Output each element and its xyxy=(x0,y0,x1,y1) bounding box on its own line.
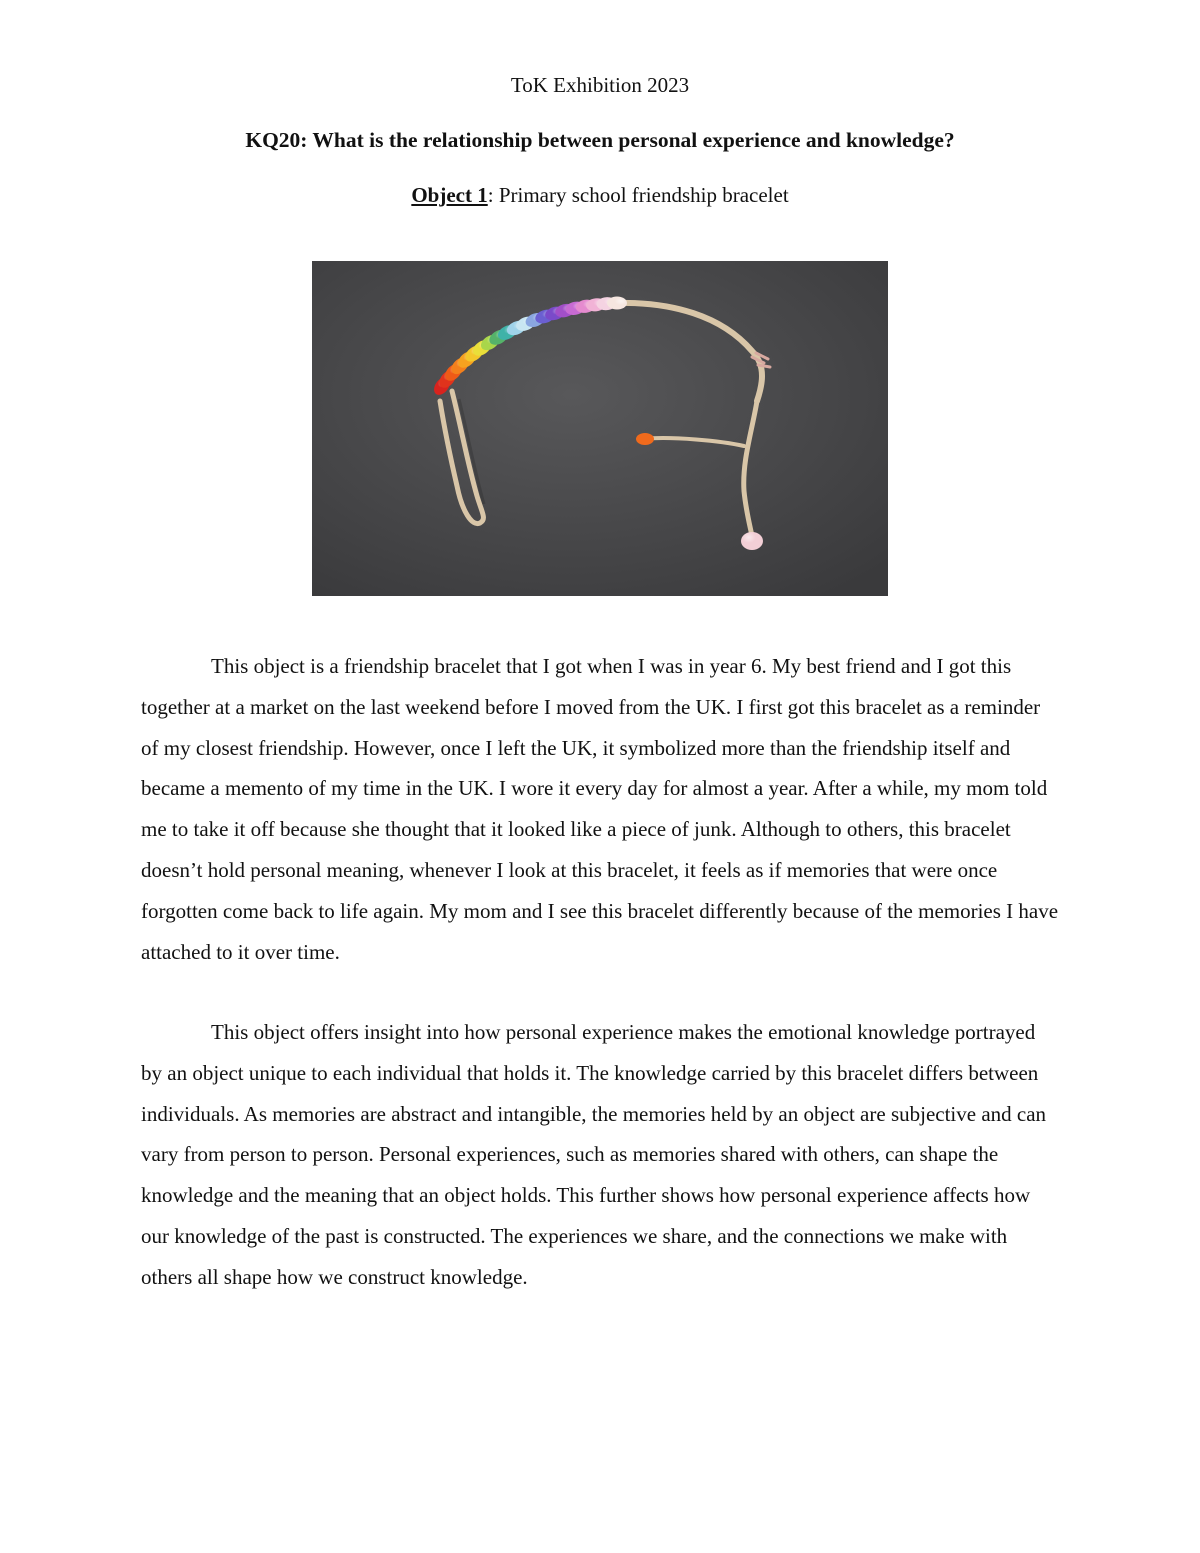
knowledge-question-title: KQ20: What is the relationship between personal experience and knowledge? xyxy=(245,128,955,152)
bracelet-photo xyxy=(312,261,888,596)
bracelet-image xyxy=(312,261,888,596)
body-paragraph-2: This object offers insight into how personal experience makes the emotional knowledge portrayed by an object unique to each individual that holds it. The knowledge carried by this bracelet differs between individuals. As memories are abstract and intangible, the memories held by an object are subjective and can vary from person to person. Personal experiences, such as memories shared with others, can shape the knowledge and the meaning that an object holds. This further shows how personal experience affects how our knowledge of the past is constructed. The experiences we share, and the connections we make with others all shape how we construct knowledge. xyxy=(141,1020,1047,1289)
object-label: Object 1 xyxy=(411,183,488,207)
bead xyxy=(607,297,627,310)
body-paragraph-1: This object is a friendship bracelet that I got when I was in year 6. My best friend and I got this together at a market on the last weekend before I moved from the UK. I first got this bracelet as a reminder of my closest friendship. However, once I left the UK, it symbolized more than the friendship itself and became a memento of my time in the UK. I wore it every day for almost a year. After a while, my mom told me to take it off because she thought that it looked like a piece of junk. Although to others, this bracelet doesn’t hold personal meaning, whenever I look at this bracelet, it feels as if memories that were once forgotten come back to life again. My mom and I see this bracelet differently because of the memories I have attached to it over time. xyxy=(141,654,1059,964)
pink-end-bead-shine xyxy=(741,532,763,550)
object-description: Primary school friendship bracelet xyxy=(498,183,789,207)
object-separator: : xyxy=(487,183,499,207)
photo-background xyxy=(312,261,888,596)
orange-end-bead xyxy=(636,433,654,445)
document-header: ToK Exhibition 2023 xyxy=(510,73,690,97)
object-caption xyxy=(0,180,1200,210)
bead-shine xyxy=(607,297,627,310)
